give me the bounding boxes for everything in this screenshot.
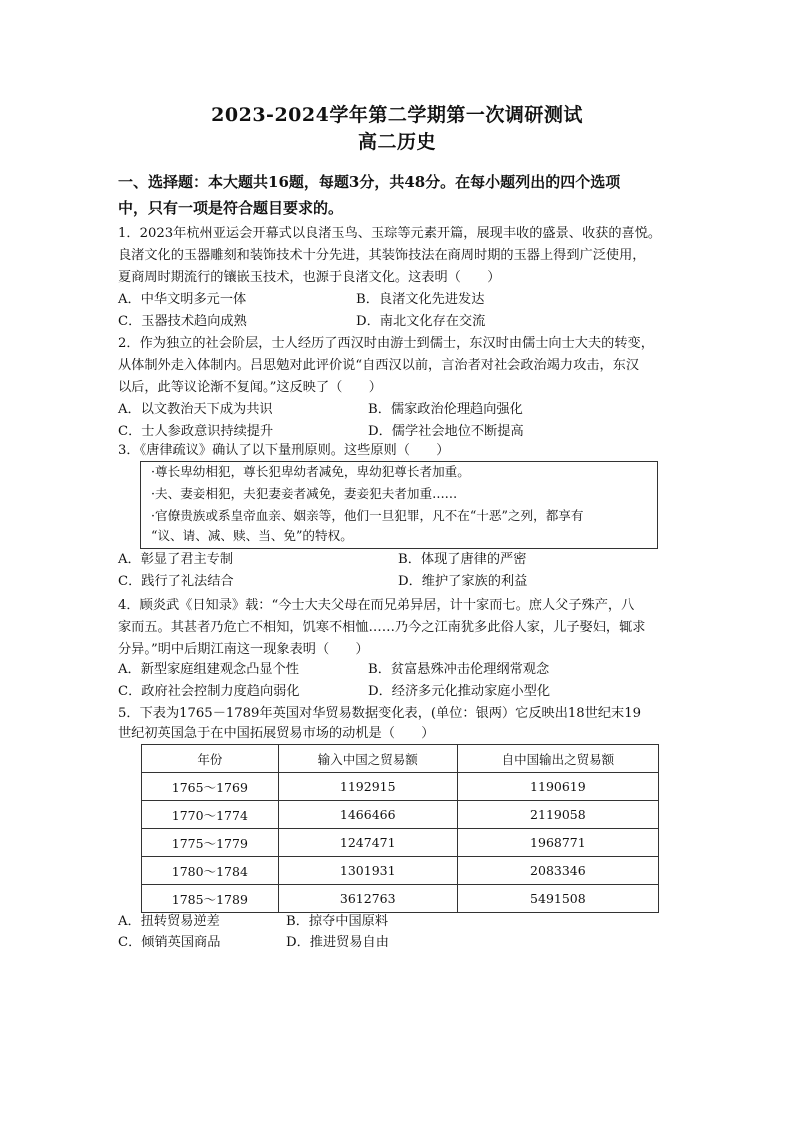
q4-option-a: A．新型家庭组建观念凸显个性 — [118, 662, 299, 677]
q5-option-b: B．掠夺中国原料 — [286, 914, 389, 929]
q1-stem-line3: 夏商周时期流行的镶嵌玉技术，也源于良渚文化。这表明（ ） — [118, 270, 501, 285]
q2-option-a: A．以文教治天下成为共识 — [118, 402, 273, 417]
q1-option-a: A．中华文明多元一体 — [118, 292, 247, 307]
q1-option-d: D．南北文化存在交流 — [356, 314, 486, 329]
q5-stem-line1: 5．下表为1765－1789年英国对华贸易数据变化表，(单位：银两）它反映出18世纪末19 — [118, 706, 642, 721]
q1-stem-line2: 良渚文化的玉器雕刻和装饰技术十分先进，其装饰技法在商周时期的玉器上得到广泛使用， — [118, 248, 646, 263]
table-cell: 1247471 — [278, 829, 457, 857]
q2-stem-line2: 从体制外走入体制内。吕思勉对此评价说“自西汉以前，言治者对社会政治竭力攻击，东汉 — [118, 358, 640, 373]
q5-option-d: D．推进贸易自由 — [286, 935, 389, 950]
table-row — [142, 885, 659, 913]
q3-stem-line1: 3．《唐律疏议》确认了以下量刑原则。这些原则（ ） — [118, 443, 450, 458]
q2-stem-line3: 以后，此等议论渐不复闻。”这反映了（ ） — [118, 380, 382, 395]
exam-subject: 高二历史 — [357, 131, 436, 153]
table-cell: 1780～1784 — [142, 857, 279, 885]
q3-material-box — [140, 461, 658, 549]
table-cell: 3612763 — [278, 885, 457, 913]
section-heading-line2: 中，只有一项是符合题目要求的。 — [118, 199, 344, 217]
q4-stem-line3: 分异。”明中后期江南这一现象表明（ ） — [118, 642, 369, 657]
q5-trade-table — [141, 744, 659, 913]
q3-option-d: D．维护了家族的利益 — [398, 574, 528, 589]
table-cell: 1301931 — [278, 857, 457, 885]
q4-option-b: B．贫富悬殊冲击伦理纲常观念 — [368, 662, 550, 677]
table-header-cell: 输入中国之贸易额 — [278, 745, 457, 773]
q4-stem-line2: 家而五。其甚者乃危亡不相知，饥寒不相恤……乃今之江南犹多此俗人家，儿子娶妇，辄求 — [118, 620, 646, 635]
table-header-cell: 自中国输出之贸易额 — [457, 745, 658, 773]
table-row — [142, 857, 659, 885]
table-cell: 2083346 — [457, 857, 658, 885]
q3-option-b: B．体现了唐律的严密 — [398, 552, 527, 567]
table-cell: 1785～1789 — [142, 885, 279, 913]
table-header-cell: 年份 — [142, 745, 279, 773]
table-cell: 1770～1774 — [142, 801, 279, 829]
table-cell: 1190619 — [457, 773, 658, 801]
q2-stem-line1: 2．作为独立的社会阶层，士人经历了西汉时由游士到儒士，东汉时由儒士向士大夫的转变， — [118, 336, 654, 351]
table-cell: 1466466 — [278, 801, 457, 829]
table-header-row — [142, 745, 659, 773]
table-cell: 2119058 — [457, 801, 658, 829]
q3-option-a: A．彰显了君主专制 — [118, 552, 234, 567]
q1-option-b: B．良渚文化先进发达 — [356, 292, 485, 307]
section-heading-line1: 一、选择题：本大题共16题，每题3分，共48分。在每小题列出的四个选项 — [118, 173, 621, 191]
q5-option-a: A．扭转贸易逆差 — [118, 914, 220, 929]
q2-option-b: B．儒家政治伦理趋向强化 — [368, 402, 523, 417]
table-cell: 1775～1779 — [142, 829, 279, 857]
table-row — [142, 801, 659, 829]
q2-option-d: D．儒学社会地位不断提高 — [368, 424, 524, 439]
q3-material-line2: ·夫、妻妾相犯，夫犯妻妾者减免，妻妾犯夫者加重…… — [151, 486, 458, 501]
q4-stem-line1: 4．顾炎武《日知录》载：“今士大夫父母在而兄弟异居，计十家而七。庶人父子殊产，八 — [118, 598, 635, 613]
q5-stem-line2: 世纪初英国急于在中国拓展贸易市场的动机是（ ） — [118, 726, 435, 741]
q1-stem-line1: 1．2023年杭州亚运会开幕式以良渚玉鸟、玉琮等元素开篇，展现丰收的盛景、收获的喜悦。 — [118, 226, 662, 241]
q4-option-d: D．经济多元化推动家庭小型化 — [368, 684, 551, 699]
q3-material-line1: ·尊长卑幼相犯，尊长犯卑幼者减免，卑幼犯尊长者加重。 — [151, 464, 470, 479]
q5-option-c: C．倾销英国商品 — [118, 935, 221, 950]
q3-material-line3: ·官僚贵族或系皇帝血亲、姻亲等，他们一旦犯罪，凡不在“十恶”之列，都享有 — [151, 508, 584, 523]
q4-option-c: C．政府社会控制力度趋向弱化 — [118, 684, 300, 699]
table-row — [142, 773, 659, 801]
q1-option-c: C．玉器技术趋向成熟 — [118, 314, 247, 329]
table-cell: 1192915 — [278, 773, 457, 801]
q3-option-c: C．践行了礼法结合 — [118, 574, 234, 589]
table-row — [142, 829, 659, 857]
table-cell: 1765～1769 — [142, 773, 279, 801]
q3-material-line4: “议、请、减、赎、当、免”的特权。 — [151, 528, 353, 543]
table-cell: 1968771 — [457, 829, 658, 857]
exam-title: 2023-2024学年第二学期第一次调研测试 — [211, 104, 583, 126]
table-cell: 5491508 — [457, 885, 658, 913]
q2-option-c: C．士人参政意识持续提升 — [118, 424, 274, 439]
